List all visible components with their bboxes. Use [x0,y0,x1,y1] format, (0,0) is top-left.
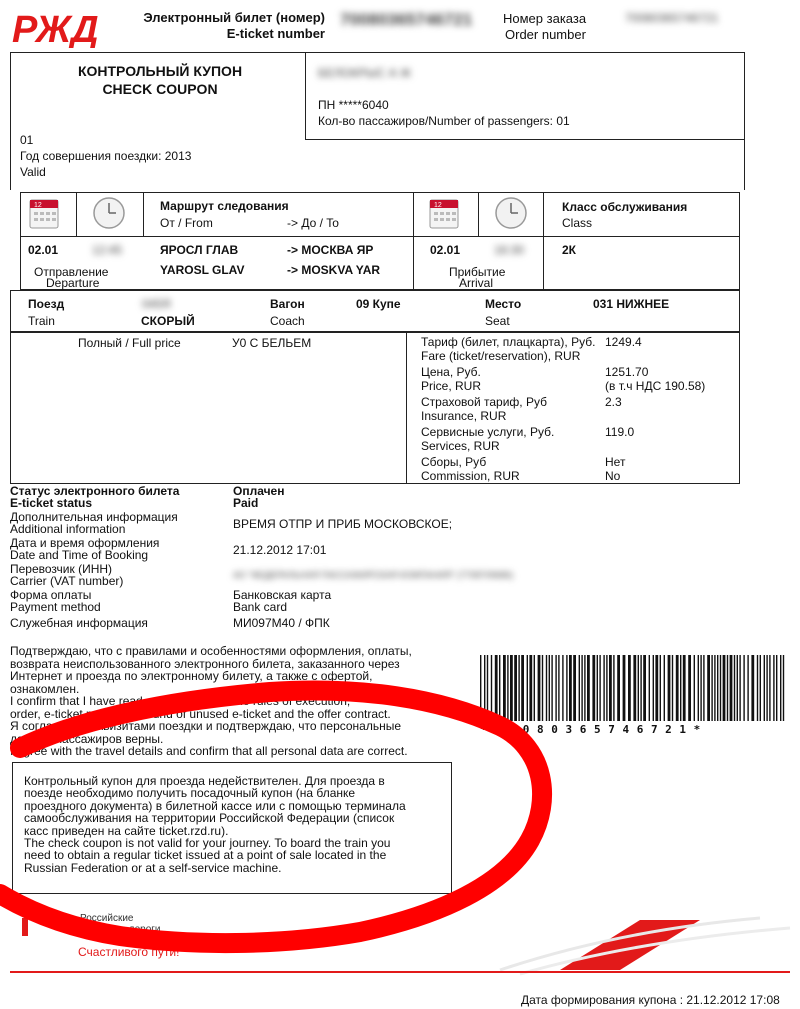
seat-value: 031 НИЖНЕЕ [593,297,670,311]
fare-row-label-en: Fare (ticket/reservation), RUR [421,349,581,363]
barcode-bar [597,655,598,721]
barcode-bar [649,655,650,721]
barcode-bar [676,655,679,721]
route-label-ru: Маршрут следования [160,199,289,213]
confirm-line: данные пассажиров верны. [10,731,164,746]
confirm-line: I agree with the travel details and confirm that all personal data are correct. [10,744,408,758]
train-number: 045Я [142,297,171,311]
notice-line: The check coupon is not valid for your journey. To board the train you [24,836,391,851]
barcode-bar [737,655,738,721]
barcode-bar [573,655,576,721]
route-to-label: -> До / To [287,216,339,230]
booking-label-ru: Дата и время оформления [10,536,160,550]
barcode-bar [518,655,519,721]
barcode-bar [734,655,735,721]
service-class: У0 С БЕЛЬЕМ [232,336,312,350]
fare-row-label-ru: Сборы, Руб [421,455,487,469]
barcode-bar [584,655,585,721]
status-label-en: E-ticket status [10,496,93,510]
coupon-title-ru: КОНТРОЛЬНЫЙ КУПОН [77,63,243,79]
barcode-bar [764,655,765,721]
barcode-bar [711,655,712,721]
barcode-text: * 7 0 0 8 0 3 6 5 7 4 6 7 2 1 * [480,723,701,736]
clock-icon [92,196,126,235]
barcode-bar [660,655,661,721]
notice-line: Контрольный купон для проезда недействителен. Для проезда в [24,774,385,788]
status-value-ru: Оплачен [233,484,285,498]
barcode-bar [609,655,612,721]
barcode-bar [628,655,631,721]
barcode-bar [480,655,481,721]
seat-label-ru: Место [485,297,522,311]
barcode-bar [503,655,506,721]
eticket-number: 70080365746721 [340,10,473,29]
confirm-line: Интернет и проезда по электронному билету, а также с офертой, [10,669,373,683]
barcode-bar [551,655,552,721]
barcode-bar [747,655,748,721]
additional-info-value: ВРЕМЯ ОТПР И ПРИБ МОСКОВСКОЕ; [233,517,453,531]
barcode-bar [720,655,721,721]
fare-row-value: 1249.4 [605,335,642,349]
barcode-bar [538,655,541,721]
notice-line: касс приведен на сайте ticket.rzd.ru). [24,823,229,838]
svg-text:12: 12 [34,202,42,209]
barcode-bar [569,655,572,721]
additional-info-label-ru: Дополнительная информация [10,510,178,524]
barcode-bar [623,655,626,721]
barcode-bar [521,655,524,721]
barcode-bar [546,655,547,721]
status-label-ru: Статус электронного билета [10,484,180,498]
fare-row-label-ru: Тариф (билет, плацкарта), Руб. [421,335,596,349]
trip-year: Год совершения поездки: 2013 [20,149,192,163]
class-label-en: Class [562,216,593,230]
additional-info-label-en: Additional information [10,522,126,536]
barcode-bar [566,655,567,721]
barcode-bar [780,655,781,721]
barcode-bar [555,655,556,721]
barcode-bar [581,655,582,721]
barcode-bar [640,655,641,721]
barcode-bar [766,655,767,721]
barcode-bar [633,655,636,721]
payment-label-ru: Форма оплаты [10,588,92,602]
arrival-time: 16:30 [494,243,525,257]
barcode-bar [680,655,681,721]
eticket-label-ru: Электронный билет (номер) [143,10,325,25]
departure-label-ru: Отправление [34,265,109,279]
barcode-bar [558,655,559,721]
carrier-value: АО "ФЕДЕРАЛЬНАЯ ПАССАЖИРСКАЯ КОМПАНИЯ" (7708709686) [233,570,514,580]
fare-row-label-ru: Сервисные услуги, Руб. [421,425,555,439]
fare-row-value: 119.0 [605,425,635,439]
rzd-logo [10,8,102,48]
confirm-line: Я согласен с реквизитами поездки и подтверждаю, что персональные [10,719,402,733]
barcode-bar [527,655,528,721]
confirm-line: Подтверждаю, что с правилами и особенностями оформления, оплаты, [10,644,412,658]
booking-label-en: Date and Time of Booking [10,548,149,562]
barcode-bar [668,655,671,721]
arrival-date: 02.01 [430,243,461,257]
confirm-line: возврата неиспользованного электронного билета, заказанного через [10,656,400,671]
barcode-bar [743,655,744,721]
notice-line: самообслуживания на территории Российской Федерации (список [24,811,395,826]
fare-row-value: Нет [605,455,626,469]
service-info-value: МИ097М40 / ФПК [233,616,330,630]
barcode-bar [484,655,485,721]
confirm-line: order, e-ticket payment, refund of unused e-ticket and the offer contract. [10,706,391,721]
fare-row-label-ru: Страховой тариф, Руб [421,395,547,409]
barcode-bar [587,655,590,721]
barcode-bar [757,655,758,721]
order-label-en: Order number [505,27,586,42]
fare-row-value-extra: (в т.ч НДС 190.58) [605,379,706,393]
svg-text:12: 12 [434,202,442,209]
full-price-label: Полный / Full price [78,336,181,350]
barcode-bar [723,655,726,721]
notice-line: поезде необходимо получить посадочный купон (на бланке [24,786,356,801]
barcode-bar [688,655,691,721]
barcode [478,655,788,721]
fare-box [10,332,740,484]
barcode-bar [655,655,658,721]
barcode-bar [727,655,728,721]
barcode-bar [549,655,550,721]
barcode-bar [653,655,654,721]
seat-label-en: Seat [485,314,510,328]
from-station-ru: ЯРОСЛ ГЛАВ [160,243,239,257]
barcode-bar [739,655,740,721]
barcode-bar [542,655,543,721]
barcode-bar [510,655,513,721]
train-type: СКОРЫЙ [141,314,195,328]
barcode-bar [499,655,500,721]
departure-time: 12:45 [92,243,123,257]
booking-value: 21.12.2012 17:01 [233,543,327,557]
calendar-icon [428,196,460,235]
order-number: 70080365746721 [625,11,719,25]
barcode-bar [698,655,699,721]
barcode-bar [773,655,774,721]
company-name-line2: железные дороги [80,924,161,935]
class-value: 2К [562,243,576,257]
arrival-label-ru: Прибытие [449,265,506,279]
svg-text:РЖД: РЖД [12,9,99,48]
barcode-bar [776,655,777,721]
class-label-ru: Класс обслуживания [562,200,688,214]
confirm-line: I confirm that I have read and understood the rules of execution, [10,694,351,708]
barcode-bar [664,655,665,721]
fare-row-label-en: Commission, RUR [421,469,520,483]
barcode-bar [717,655,718,721]
route-from-label: От / From [160,216,213,230]
train-label-ru: Поезд [28,297,65,311]
barcode-bar [751,655,754,721]
fare-row-label-en: Insurance, RUR [421,409,507,423]
barcode-bar [769,655,770,721]
notice-text [24,775,449,874]
coach-label-en: Coach [270,314,305,328]
from-station-lat: YAROSL GLAV [160,263,245,277]
coach-value: 09 Купе [356,297,401,311]
departure-label-en: Departure [46,276,100,290]
payment-value-ru: Банковская карта [233,588,332,602]
barcode-bar [730,655,733,721]
barcode-bar [599,655,600,721]
payment-value-en: Bank card [233,600,288,614]
barcode-bar [638,655,639,721]
barcode-bar [707,655,710,721]
service-info-label: Служебная информация [10,616,148,630]
barcode-bar [783,655,784,721]
departure-date: 02.01 [28,243,59,257]
passenger-name: БЕЛОКРЫС А Ж [318,66,412,80]
passenger-document: ПН *****6040 [318,98,389,112]
barcode-bar [603,655,604,721]
fare-row-label-ru: Цена, Руб. [421,365,481,379]
barcode-bar [534,655,535,721]
payment-label-en: Payment method [10,600,101,614]
fare-row-value: 1251.70 [605,365,649,379]
coupon-generated-date: Дата формирования купона : 21.12.2012 17:08 [521,993,780,1007]
notice-line: проездного документа) в билетной кассе или с помощью терминала [24,798,406,813]
to-station-ru: -> МОСКВА ЯР [287,243,374,257]
barcode-bar [760,655,761,721]
company-name-line1: Российские [80,913,134,924]
fare-row-label-en: Price, RUR [421,379,482,393]
barcode-bar [694,655,695,721]
barcode-bar [643,655,646,721]
barcode-bar [672,655,673,721]
fare-row-value-extra: No [605,469,621,483]
barcode-bar [683,655,686,721]
carrier-label-ru: Перевозчик (ИНН) [10,562,113,576]
barcode-bar [613,655,614,721]
coupon-title-en: CHECK COUPON [102,81,218,97]
barcode-bar [703,655,704,721]
barcode-bar [487,655,488,721]
barcode-bar [495,655,498,721]
barcode-bar [579,655,580,721]
train-label-en: Train [28,314,55,328]
barcode-bar [617,655,620,721]
notice-line: Russian Federation or at a self-service machine. [24,860,282,875]
barcode-bar [514,655,517,721]
confirmation-text [10,645,450,758]
order-label-ru: Номер заказа [503,11,587,26]
barcode-bar [507,655,508,721]
footer-brand-graphic [0,900,800,980]
to-station-lat: -> MOSKVA YAR [287,263,381,277]
passenger-count: Кол-во пассажиров/Number of passengers: 01 [318,114,570,128]
barcode-bar [491,655,492,721]
valid-label: Valid [20,165,46,179]
notice-line: need to obtain a regular ticket issued at a point of sale located in the [24,848,387,863]
barcode-bar [606,655,607,721]
clock-icon [494,196,528,235]
eticket-label-en: E-ticket number [226,26,325,41]
barcode-bar [700,655,701,721]
coach-label-ru: Вагон [270,297,305,311]
barcode-bar [529,655,532,721]
coupon-number: 01 [20,133,34,147]
barcode-bar [714,655,715,721]
status-value-en: Paid [233,496,259,510]
wish-text: Счастливого пути! [78,945,180,959]
calendar-icon [28,196,60,235]
fare-row-label-en: Services, RUR [421,439,500,453]
fare-row-value: 2.3 [605,395,622,409]
carrier-label-en: Carrier (VAT number) [10,574,124,588]
arrival-label-en: Arrival [459,276,494,290]
barcode-bar [592,655,595,721]
barcode-bar [562,655,563,721]
confirm-line: ознакомлен. [10,681,80,696]
